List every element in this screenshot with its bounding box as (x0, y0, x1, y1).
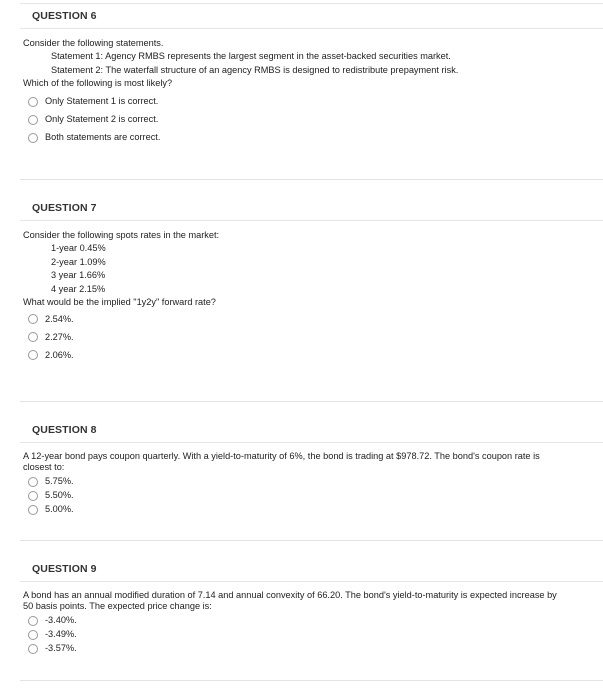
question-6-option-1[interactable] (23, 93, 603, 111)
option-label: -3.49%. (45, 629, 77, 640)
question-7-option-1[interactable] (23, 310, 603, 328)
question-7-body (20, 221, 603, 364)
question-7-option-2[interactable] (23, 328, 603, 346)
question-7-rate-3: 3 year 1.66% (51, 270, 106, 281)
question-6-prompt: Consider the following statements. (23, 38, 164, 48)
radio-button[interactable] (28, 644, 38, 654)
question-7-question: What would be the implied "1y2y" forward rate? (23, 297, 216, 308)
question-9-option-1[interactable] (23, 614, 603, 628)
radio-button[interactable] (28, 491, 38, 501)
radio-button[interactable] (28, 616, 38, 626)
option-label: 5.00%. (45, 504, 74, 515)
option-label: 2.27%. (45, 331, 74, 342)
question-8-prompt: A 12-year bond pays coupon quarterly. With a yield-to-maturity of 6%, the bond is trading at $978.72. The bond's coupon rate is closest to: (23, 451, 540, 472)
radio-button[interactable] (28, 332, 38, 342)
radio-button[interactable] (28, 630, 38, 640)
question-7-rate-2: 2-year 1.09% (51, 256, 106, 267)
question-7 (20, 196, 603, 402)
question-8-body (20, 443, 603, 517)
option-label: Only Statement 2 is correct. (45, 113, 159, 124)
question-9-title: QUESTION 9 (20, 557, 603, 582)
question-6-question: Which of the following is most likely? (23, 78, 173, 89)
question-6 (20, 4, 603, 180)
radio-button[interactable] (28, 115, 38, 125)
question-7-prompt: Consider the following spots rates in the market: (23, 230, 220, 240)
question-6-option-2[interactable] (23, 111, 603, 129)
radio-button[interactable] (28, 133, 38, 143)
question-6-statement-1: Statement 1: Agency RMBS represents the largest segment in the asset-backed securities market. (51, 51, 451, 62)
question-8 (20, 418, 603, 541)
question-7-rate-1: 1-year 0.45% (51, 243, 106, 254)
question-9-body (20, 582, 603, 656)
radio-button[interactable] (28, 505, 38, 515)
option-label: 2.54%. (45, 313, 74, 324)
question-9-prompt: A bond has an annual modified duration of 7.14 and annual convexity of 66.20. The bond's yield-to-maturity is expected increase by 50 basis points. The expected price change is: (23, 590, 557, 611)
question-6-option-3[interactable] (23, 129, 603, 147)
question-8-option-1[interactable] (23, 475, 603, 489)
radio-button[interactable] (28, 97, 38, 107)
radio-button[interactable] (28, 477, 38, 487)
option-label: Both statements are correct. (45, 131, 161, 142)
question-7-title: QUESTION 7 (20, 196, 603, 221)
radio-button[interactable] (28, 314, 38, 324)
option-label: -3.57%. (45, 643, 77, 654)
question-7-option-3[interactable] (23, 346, 603, 364)
radio-button[interactable] (28, 350, 38, 360)
option-label: Only Statement 1 is correct. (45, 95, 159, 106)
question-8-title: QUESTION 8 (20, 418, 603, 443)
question-9-option-3[interactable] (23, 642, 603, 656)
question-9 (20, 557, 603, 681)
question-9-option-2[interactable] (23, 628, 603, 642)
question-6-body (20, 29, 603, 147)
question-6-title: QUESTION 6 (20, 4, 603, 29)
option-label: 2.06%. (45, 349, 74, 360)
question-8-option-2[interactable] (23, 489, 603, 503)
option-label: 5.50%. (45, 490, 74, 501)
question-7-rate-4: 4 year 2.15% (51, 283, 106, 294)
option-label: -3.40%. (45, 615, 77, 626)
question-6-statement-2: Statement 2: The waterfall structure of an agency RMBS is designed to redistribute prepayment risk. (51, 64, 459, 75)
question-8-option-3[interactable] (23, 503, 603, 517)
option-label: 5.75%. (45, 476, 74, 487)
